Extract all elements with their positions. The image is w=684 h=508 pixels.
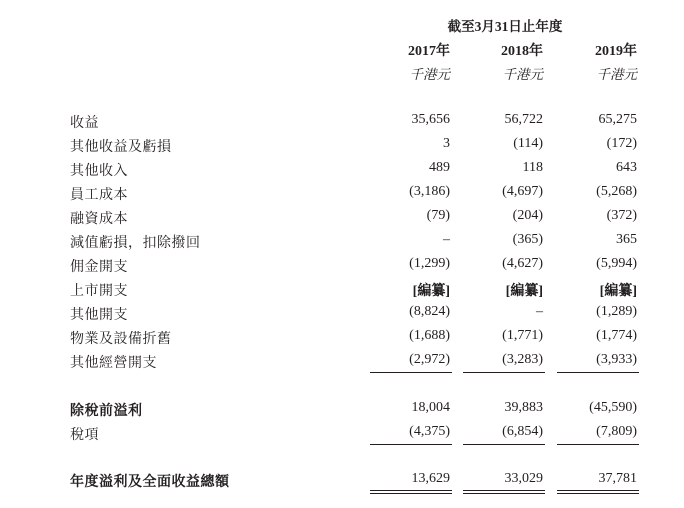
total-double-rule-2019: [557, 493, 639, 494]
row-value-2017: 13,629: [411, 471, 450, 486]
row-value-2019: (5,268): [596, 184, 637, 199]
subtotal-rule-2018: [463, 444, 545, 445]
subtotal-rule-2018: [463, 372, 545, 373]
row-label: 減值虧損，扣除撥回: [70, 236, 201, 251]
row-value-2019: (1,289): [596, 304, 637, 319]
row-label-bold: 年度溢利及全面收益總額: [70, 475, 230, 490]
row-value-2017: (4,375): [409, 424, 450, 439]
row-value-2017: 35,656: [411, 112, 450, 127]
row-value-2017: (1,688): [409, 328, 450, 343]
total-double-rule-2018: [463, 493, 545, 494]
row-value-2018: (6,854): [502, 424, 543, 439]
subtotal-rule-2017: [370, 444, 452, 445]
row-value-2017: (79): [426, 208, 450, 223]
row-label: 其他開支: [70, 308, 128, 323]
year-header-2018: 2018年: [501, 44, 543, 59]
row-value-2019: (45,590): [589, 400, 637, 415]
row-value-2019: (5,994): [596, 256, 637, 271]
row-value-2017: (2,972): [409, 352, 450, 367]
row-value-2018: (204): [512, 208, 543, 223]
row-value-2019: 65,275: [598, 112, 637, 127]
row-value-2017: (8,824): [409, 304, 450, 319]
year-header-2017: 2017年: [408, 44, 450, 59]
row-value-2019: 365: [616, 232, 637, 247]
total-double-rule-2018: [463, 490, 545, 491]
row-value-2019: 37,781: [598, 471, 637, 486]
row-label: 其他收入: [70, 164, 128, 179]
row-label: 其他收益及虧損: [70, 140, 172, 155]
unit-label-2019: 千港元: [596, 67, 637, 82]
row-value-2018: 39,883: [504, 400, 543, 415]
row-value-2019: (372): [606, 208, 637, 223]
row-value-2019: (3,933): [596, 352, 637, 367]
row-label: 佣金開支: [70, 260, 128, 275]
unit-label-2018: 千港元: [502, 67, 543, 82]
row-value-2019: (7,809): [596, 424, 637, 439]
row-value-2018: (365): [512, 232, 543, 247]
subtotal-rule-2019: [557, 372, 639, 373]
total-double-rule-2019: [557, 490, 639, 491]
redacted-value-2018: [編纂]: [505, 284, 543, 299]
row-label: 融資成本: [70, 212, 128, 227]
row-value-2018: (1,771): [502, 328, 543, 343]
row-label-bold: 除稅前溢利: [70, 404, 143, 419]
row-value-2018: 118: [522, 160, 543, 175]
row-value-2019: 643: [616, 160, 637, 175]
row-value-2018: (4,697): [502, 184, 543, 199]
row-value-2017: 18,004: [411, 400, 450, 415]
row-label: 其他經營開支: [70, 356, 157, 371]
row-label: 上市開支: [70, 284, 128, 299]
unit-label-2017: 千港元: [409, 67, 450, 82]
row-value-2017: (3,186): [409, 184, 450, 199]
redacted-value-2019: [編纂]: [599, 284, 637, 299]
row-label: 員工成本: [70, 188, 128, 203]
row-value-2018: (3,283): [502, 352, 543, 367]
row-value-2018: –: [536, 304, 543, 319]
row-label: 稅項: [70, 428, 99, 443]
total-double-rule-2017: [370, 493, 452, 494]
row-value-2018: 56,722: [504, 112, 543, 127]
row-value-2018: 33,029: [504, 471, 543, 486]
period-heading: 截至3月31日止年度: [447, 19, 563, 34]
row-value-2018: (4,627): [502, 256, 543, 271]
row-value-2017: (1,299): [409, 256, 450, 271]
row-label: 收益: [70, 116, 99, 131]
row-value-2019: (172): [606, 136, 637, 151]
subtotal-rule-2017: [370, 372, 452, 373]
row-value-2018: (114): [513, 136, 543, 151]
row-value-2017: –: [443, 232, 450, 247]
row-label: 物業及設備折舊: [70, 332, 172, 347]
row-value-2019: (1,774): [596, 328, 637, 343]
year-header-2019: 2019年: [595, 44, 637, 59]
subtotal-rule-2019: [557, 444, 639, 445]
row-value-2017: 489: [429, 160, 450, 175]
total-double-rule-2017: [370, 490, 452, 491]
redacted-value-2017: [編纂]: [412, 284, 450, 299]
row-value-2017: 3: [443, 136, 450, 151]
